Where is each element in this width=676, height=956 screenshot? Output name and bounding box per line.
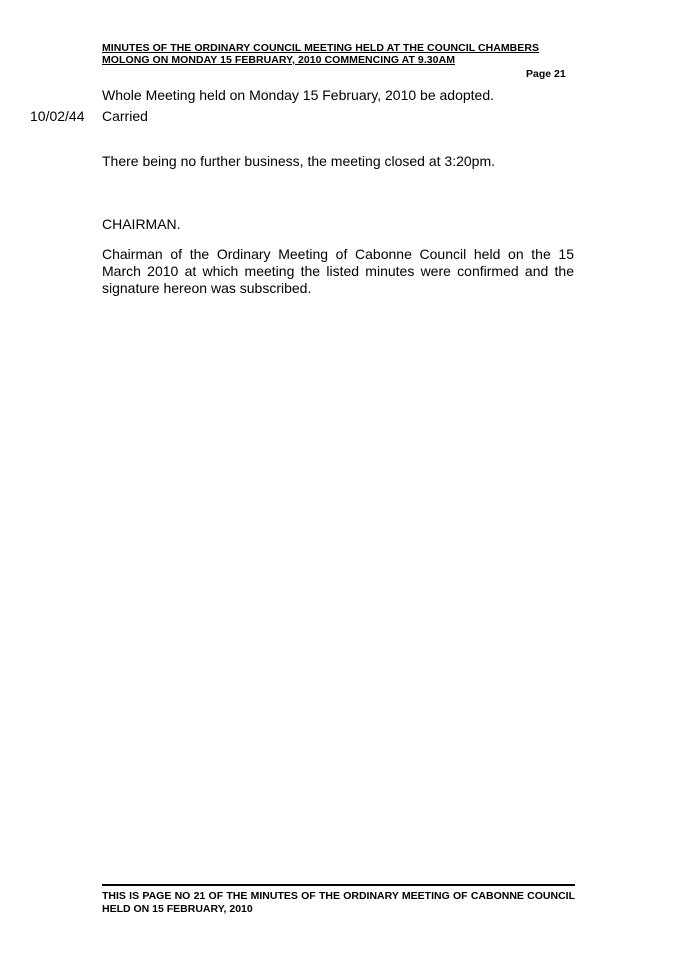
resolution-result: Carried [102, 108, 148, 124]
confirmation-paragraph: Chairman of the Ordinary Meeting of Cabonne Council held on the 15 March 2010 at which meeting the listed minutes were confirmed and the signature hereon was subscribed. [102, 246, 574, 296]
closing-statement: There being no further business, the meeting closed at 3:20pm. [102, 153, 496, 169]
chairman-signature-label: CHAIRMAN. [102, 216, 181, 232]
header-title-line-1: MINUTES OF THE ORDINARY COUNCIL MEETING HELD AT THE COUNCIL CHAMBERS [102, 42, 540, 54]
page-number: Page 21 [526, 68, 566, 80]
header-title-line-2: MOLONG ON MONDAY 15 FEBRUARY, 2010 COMMENCING AT 9.30AM [102, 54, 456, 66]
adoption-text: Whole Meeting held on Monday 15 February, 2010 be adopted. [102, 87, 494, 103]
footer-divider [102, 884, 575, 886]
resolution-number: 10/02/44 [30, 108, 85, 124]
footer-text: THIS IS PAGE NO 21 OF THE MINUTES OF THE ORDINARY MEETING OF CABONNE COUNCIL HELD ON 15 FEBRUARY, 2010 [102, 890, 575, 915]
